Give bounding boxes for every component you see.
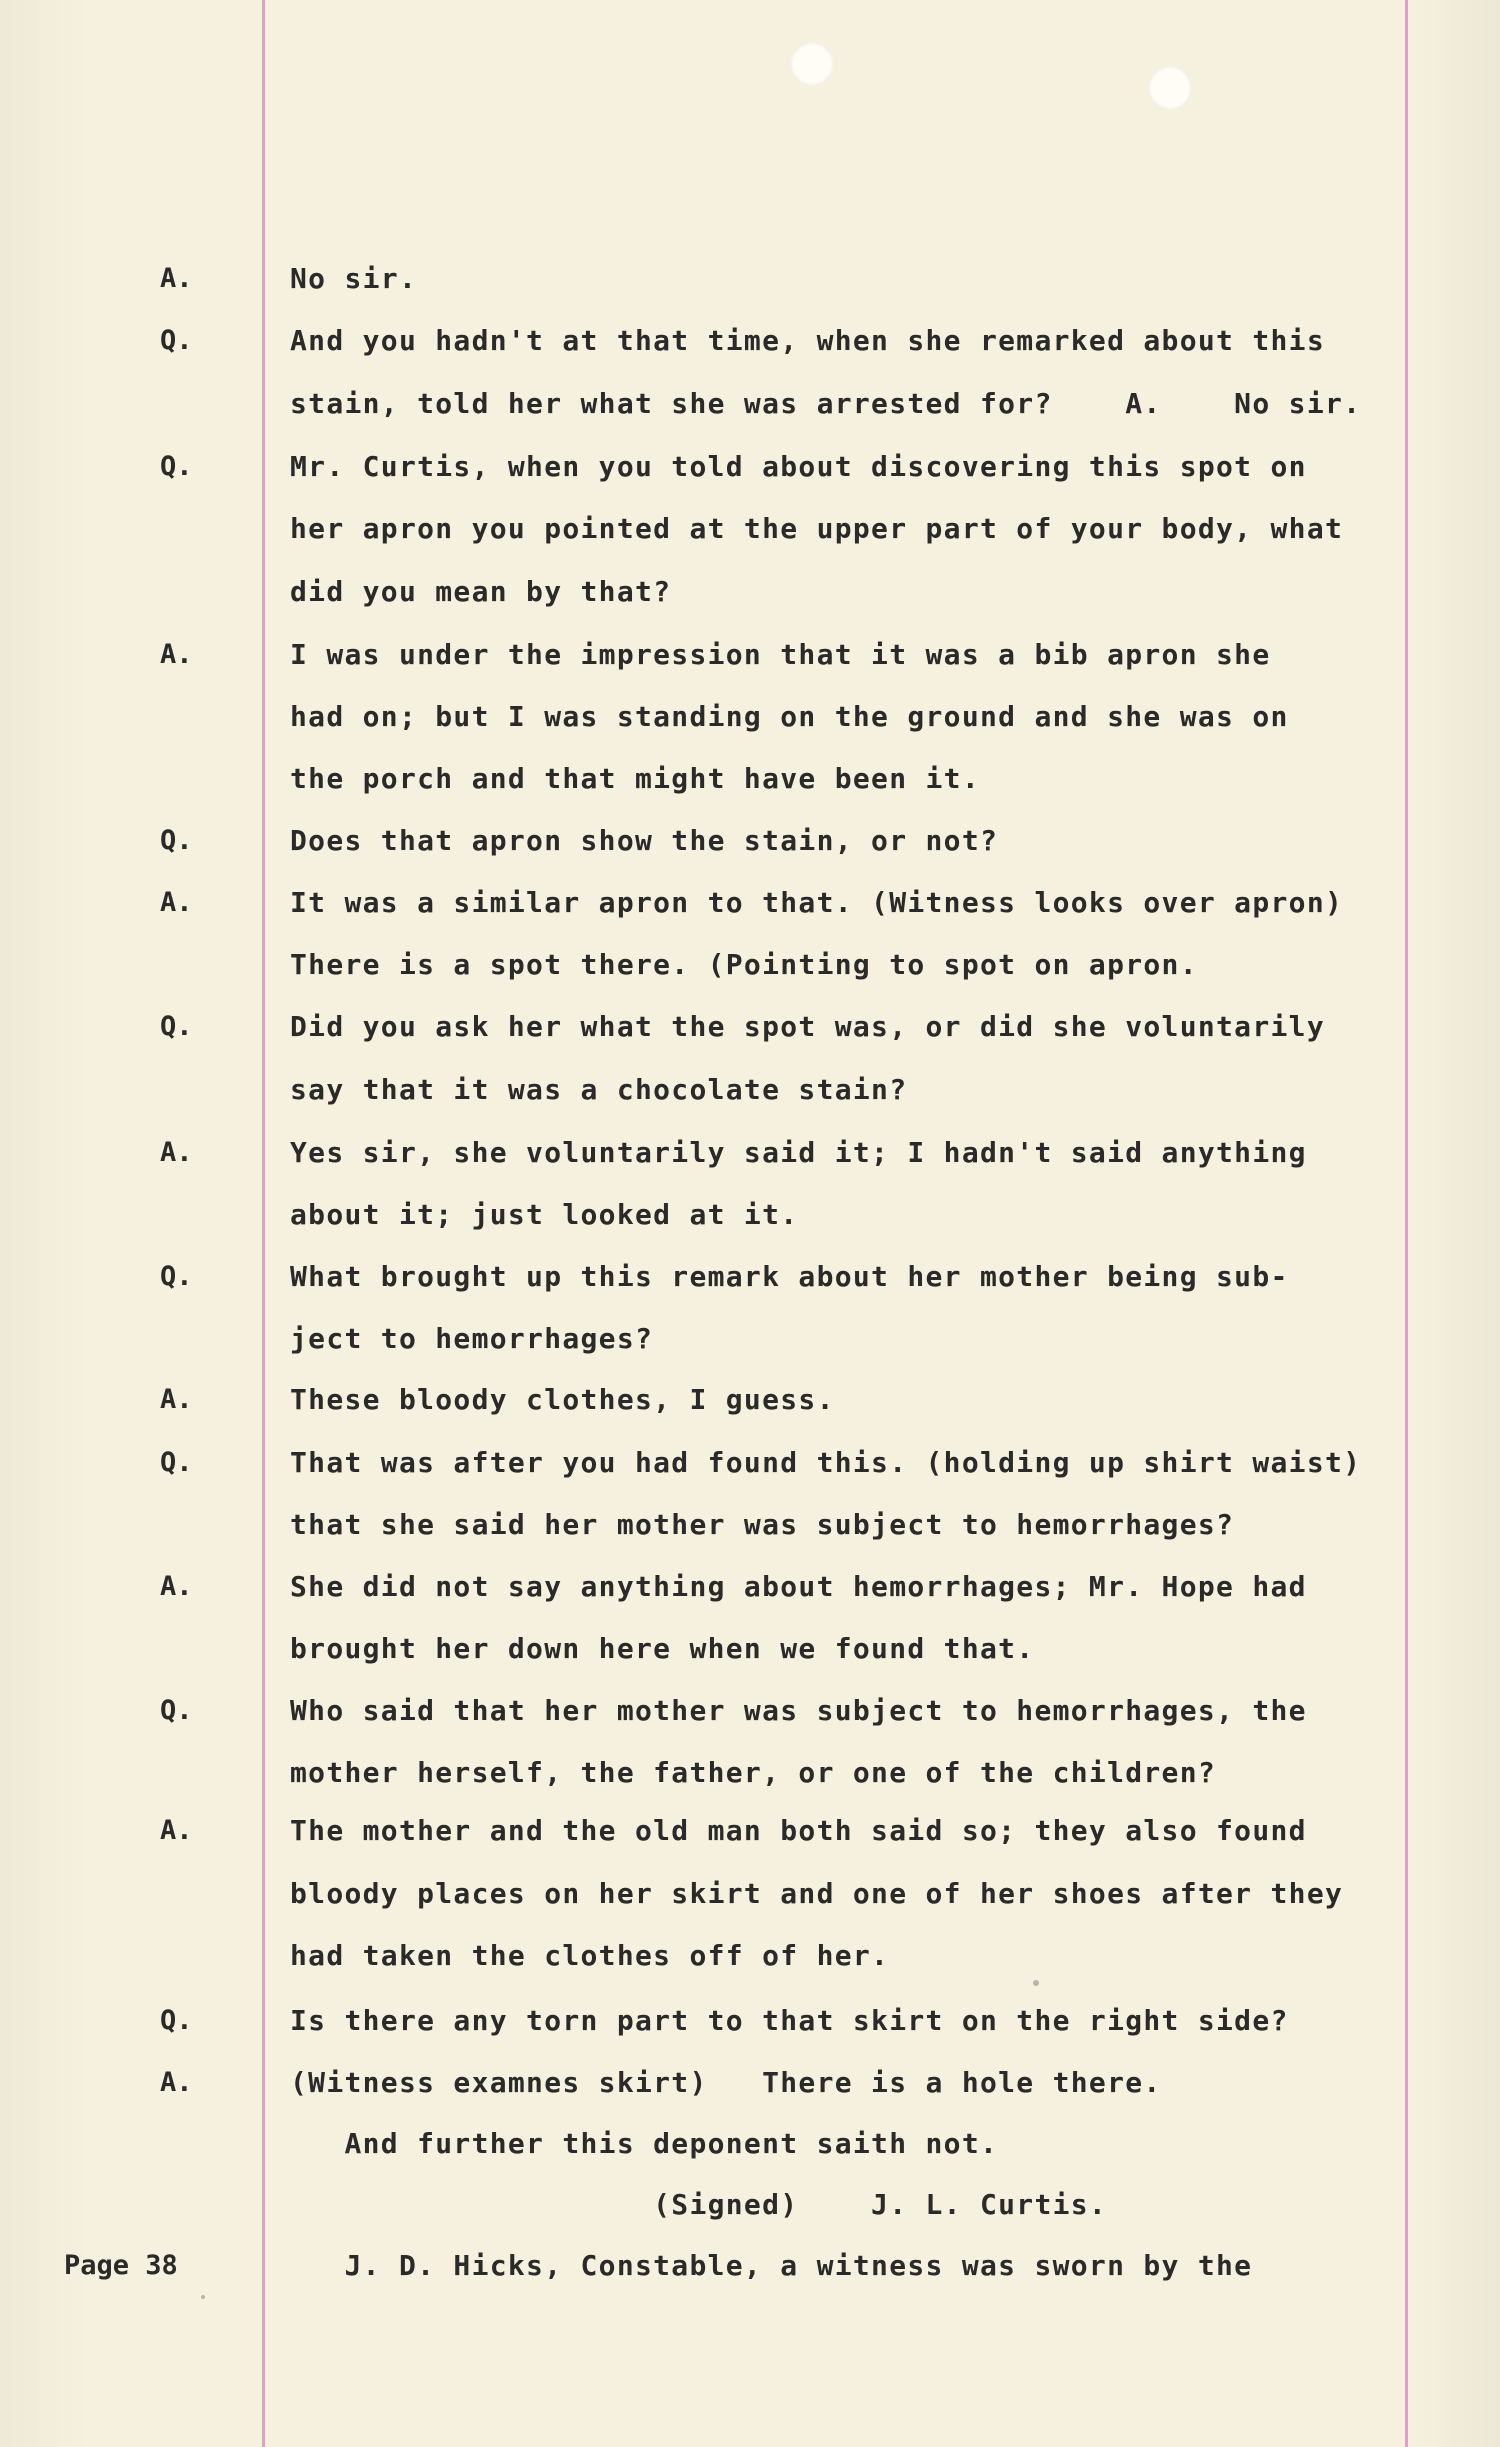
transcript-line: had taken the clothes off of her. <box>290 1939 890 1972</box>
transcript-line: the porch and that might have been it. <box>290 762 980 795</box>
speaker-marker: Q. <box>160 825 193 856</box>
transcript-line: about it; just looked at it. <box>290 1198 799 1231</box>
transcript-line: Mr. Curtis, when you told about discovering this spot on <box>290 450 1307 483</box>
transcript-line: No sir. <box>290 262 418 295</box>
speaker-marker: A. <box>160 1815 193 1846</box>
speaker-marker: A. <box>160 2067 193 2098</box>
transcript-line: ject to hemorrhages? <box>290 1322 654 1355</box>
transcript-line: Who said that her mother was subject to hemorrhages, the <box>290 1694 1307 1727</box>
speaker-marker: Q. <box>160 1261 193 1292</box>
punch-hole <box>1148 66 1192 110</box>
transcript-line: Does that apron show the stain, or not? <box>290 824 999 857</box>
speaker-marker: Q. <box>160 1695 193 1726</box>
transcript-line: mother herself, the father, or one of the children? <box>290 1756 1217 1789</box>
speaker-marker: Q. <box>160 325 193 356</box>
transcript-line: (Witness examnes skirt) There is a hole there. <box>290 2066 1162 2099</box>
transcript-line: What brought up this remark about her mother being sub- <box>290 1260 1289 1293</box>
paper-speck <box>1033 1980 1039 1986</box>
punch-hole <box>790 42 834 86</box>
transcript-line: had on; but I was standing on the ground and she was on <box>290 700 1289 733</box>
speaker-marker: Q. <box>160 1447 193 1478</box>
transcript-line: Is there any torn part to that skirt on the right side? <box>290 2004 1289 2037</box>
closing-line: And further this deponent saith not. <box>290 2127 999 2160</box>
transcript-line: Yes sir, she voluntarily said it; I hadn't said anything <box>290 1136 1307 1169</box>
speaker-marker: A. <box>160 1384 193 1415</box>
transcript-line: And you hadn't at that time, when she remarked about this <box>290 324 1325 357</box>
speaker-marker: Q. <box>160 451 193 482</box>
speaker-marker: Q. <box>160 1011 193 1042</box>
transcript-line: did you mean by that? <box>290 575 672 608</box>
speaker-marker: Q. <box>160 2005 193 2036</box>
transcript-line: her apron you pointed at the upper part of your body, what <box>290 512 1344 545</box>
speaker-marker: A. <box>160 263 193 294</box>
transcript-line: There is a spot there. (Pointing to spot on apron. <box>290 948 1198 981</box>
transcript-line: I was under the impression that it was a bib apron she <box>290 638 1271 671</box>
paper-speck <box>201 2295 205 2299</box>
transcript-line: brought her down here when we found that. <box>290 1632 1035 1665</box>
transcript-line: The mother and the old man both said so; they also found <box>290 1814 1307 1847</box>
transcript-line: that she said her mother was subject to hemorrhages? <box>290 1508 1235 1541</box>
left-margin-rule <box>262 0 265 2447</box>
transcript-line: Did you ask her what the spot was, or did she voluntarily <box>290 1010 1325 1043</box>
page-number-label: Page 38 <box>64 2250 178 2281</box>
right-margin-rule <box>1405 0 1408 2447</box>
speaker-marker: A. <box>160 639 193 670</box>
transcript-line: say that it was a chocolate stain? <box>290 1073 908 1106</box>
speaker-marker: A. <box>160 1571 193 1602</box>
speaker-marker: A. <box>160 1137 193 1168</box>
transcript-line: She did not say anything about hemorrhages; Mr. Hope had <box>290 1570 1307 1603</box>
transcript-line: It was a similar apron to that. (Witness looks over apron) <box>290 886 1344 919</box>
new-witness-line: J. D. Hicks, Constable, a witness was sworn by the <box>290 2249 1253 2282</box>
signature-line: (Signed) J. L. Curtis. <box>290 2188 1108 2221</box>
speaker-marker: A. <box>160 887 193 918</box>
transcript-line: That was after you had found this. (holding up shirt waist) <box>290 1446 1362 1479</box>
transcript-line: stain, told her what she was arrested for? A. No sir. <box>290 387 1362 420</box>
transcript-line: bloody places on her skirt and one of her shoes after they <box>290 1877 1344 1910</box>
transcript-line: These bloody clothes, I guess. <box>290 1383 835 1416</box>
